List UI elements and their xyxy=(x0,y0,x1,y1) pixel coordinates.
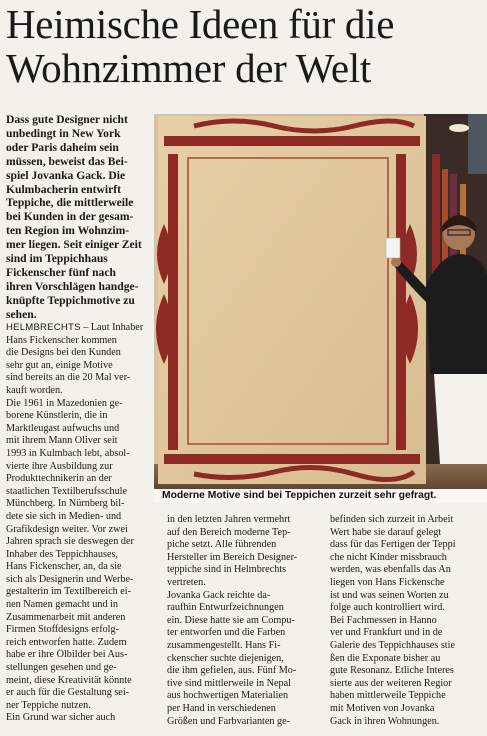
column-3-line: folge auch kontrolliert wird. xyxy=(330,602,445,614)
column-1-line: sind bereits an die 20 Mal ver- xyxy=(6,372,131,384)
column-1-line: gestalterin im Textilbereich ei- xyxy=(6,586,131,598)
lead-line: bei Kunden in der gesam- xyxy=(6,210,134,224)
column-2-line: Größen und Farbvarianten ge- xyxy=(167,715,291,727)
headline-line: Heimische Ideen für die xyxy=(6,1,395,47)
column-3-line: liegen von Hans Fickensche xyxy=(330,576,445,588)
column-2-line: ein. Diese hatte sie am Compu- xyxy=(167,614,295,626)
column-2-line: teppiche sind in Helmbrechts xyxy=(167,564,287,576)
photo-caption: Moderne Motive sind bei Teppichen zurzeit sehr gefragt. xyxy=(154,489,487,503)
lead-line: oder Paris daheim sein xyxy=(6,140,119,154)
column-2-line: raufhin Entwurfzeichnungen xyxy=(167,602,284,614)
column-1-line: Inhaber des Teppichhauses, xyxy=(6,548,118,560)
column-3-line: werden, was ebenfalls das An xyxy=(330,564,451,576)
lead-line: knüpfte Teppichmotive zu xyxy=(6,293,135,307)
column-3-line: mit Motiven von Jovanka xyxy=(330,702,435,714)
column-3-line: ßen die Exponate bisher au xyxy=(330,652,441,664)
column-3-line: haben mittlerweile Teppiche xyxy=(330,690,446,702)
column-2-line: zusammengestellt. Hans Fi- xyxy=(167,639,281,651)
column-2-line: Jovanka Gack reichte da- xyxy=(167,589,271,601)
column-2-line: die ihm gefielen, aus. Fünf Mo- xyxy=(167,665,297,677)
lead-line: spiel Jovanka Gack. Die xyxy=(6,168,126,182)
column-2-line: auf den Bereich moderne Tep- xyxy=(167,526,291,538)
lead-line: Kulmbacherin entwirft xyxy=(6,182,121,196)
column-1-line: sehr gut an, einige Motive xyxy=(6,359,113,371)
lead-line: Teppiche, die mittlerweile xyxy=(6,196,134,210)
column-1-line: nen Namen gemacht und in xyxy=(6,599,119,611)
column-3-line: dass für das Fertigen der Teppi xyxy=(330,539,456,551)
column-1-line: sich als Designerin und Werbe- xyxy=(6,573,134,585)
column-1-line: dete sie sich in Medien- und xyxy=(6,510,122,522)
column-2-line: ckenscher suchte diejenigen, xyxy=(167,652,284,664)
lead-line: unbedingt in New York xyxy=(6,126,121,140)
column-3-line: Galerie des Teppichhauses stie xyxy=(330,639,455,651)
lead-line: mer liegen. Seit einiger Zeit xyxy=(6,238,142,252)
column-3-line: gute Resonanz. Etliche Interes xyxy=(330,665,454,677)
headline xyxy=(6,2,484,90)
column-1-line: borene Künstlerin, die in xyxy=(6,410,108,422)
column-1-line: Produkttechnikerin an der xyxy=(6,473,112,485)
lead-line: sind im Teppichhaus xyxy=(6,252,108,266)
lead-line: ten Region im Wohnzim- xyxy=(6,224,130,238)
column-2-line: vertreten. xyxy=(167,576,206,588)
column-3-line: Bei Fachmessen in Hanno xyxy=(330,614,437,626)
column-2-line: piche setzt. Alle führenden xyxy=(167,539,277,551)
column-2-line: ter entworfen und die Farben xyxy=(167,627,286,639)
column-1-line: kauft worden. xyxy=(6,384,63,396)
lead-line: sehen. xyxy=(6,307,37,321)
column-1-line: Marktleugast aufwuchs und xyxy=(6,422,120,434)
column-2-line: in den letzten Jahren vermehrt xyxy=(167,514,291,525)
column-1-line: meint, diese Kreativität könnte xyxy=(6,674,132,686)
column-1-line: Firmen Stoffdesigns erfolg- xyxy=(6,624,119,636)
lead-line: ihren Vorschlägen handge- xyxy=(6,279,139,293)
dateline: HELMBRECHTS xyxy=(6,322,81,333)
column-1-line: stellungen gesehen und ge- xyxy=(6,662,117,674)
column-2-line: Hersteller im Bereich Designer- xyxy=(167,551,298,563)
lead-line: Fickenscher fünf nach xyxy=(6,265,116,279)
column-3-line: ver und Frankfurt und in de xyxy=(330,627,443,639)
article-column-2 xyxy=(167,514,315,728)
column-1-line: Jahren sprach sie deswegen der xyxy=(6,536,134,548)
column-3-line: Wert habe sie darauf gelegt xyxy=(330,526,442,538)
column-1-line: ner Teppiche nutzen. xyxy=(6,699,91,711)
column-1-line: Hans Fickenscher, an, da sie xyxy=(6,561,122,573)
column-3-line: Gack in ihren Wohnungen. xyxy=(330,715,440,727)
column-3-line: ist und was seinen Worten zu xyxy=(330,589,449,601)
column-first-line xyxy=(6,322,152,335)
column-1-line: Münchberg. In Nürnberg bil- xyxy=(6,498,125,510)
column-1-line: vierte ihre Ausbildung zur xyxy=(6,460,113,472)
column-3-line: sierte aus der weiteren Regior xyxy=(330,677,452,689)
article-column-3 xyxy=(330,514,482,728)
first-line-text: – Laut Inhaber xyxy=(80,322,144,333)
carpet-photo xyxy=(154,114,487,490)
headline-line: Wohnzimmer der Welt xyxy=(6,45,371,91)
column-1-line: Zusammenarbeit mit anderen xyxy=(6,611,126,623)
column-1-line: die Designs bei den Kunden xyxy=(6,347,121,359)
lead-paragraph xyxy=(6,113,150,322)
column-1-line: habe er ihre Ölbilder bei Aus- xyxy=(6,649,128,661)
column-1-line: staatlichen Textilberufsschule xyxy=(6,485,128,497)
column-1-line: Grafikdesign weiter. Vor zwei xyxy=(6,523,128,535)
article-column-1 xyxy=(6,322,152,725)
column-1-line: er auch für die Gestaltung sei- xyxy=(6,687,130,699)
column-2-line: aus hochwertigen Materialien xyxy=(167,690,289,702)
column-1-line: Die 1961 in Mazedonien ge- xyxy=(6,397,123,409)
column-3-line: befinden sich zurzeit in Arbeit xyxy=(330,514,454,525)
column-1-line: Ein Grund war sicher auch xyxy=(6,712,116,724)
column-3-line: che nicht Kinder missbrauch xyxy=(330,551,447,563)
column-1-line: Hans Fickenscher kommen xyxy=(6,334,117,346)
lead-line: müssen, beweist das Bei- xyxy=(6,154,128,168)
lead-line: Dass gute Designer nicht xyxy=(6,113,128,126)
column-1-line: reich entworfen hatte. Zudem xyxy=(6,636,127,648)
column-2-line: per Hand in verschiedenen xyxy=(167,702,276,714)
carpet-photo-drawing xyxy=(154,114,487,490)
column-2-line: tive sind mittlerweile in Nepal xyxy=(167,677,291,689)
column-1-line: 1993 in Kulmbach lebt, absol- xyxy=(6,447,130,459)
column-1-line: mit ihrem Mann Oliver seit xyxy=(6,435,118,447)
